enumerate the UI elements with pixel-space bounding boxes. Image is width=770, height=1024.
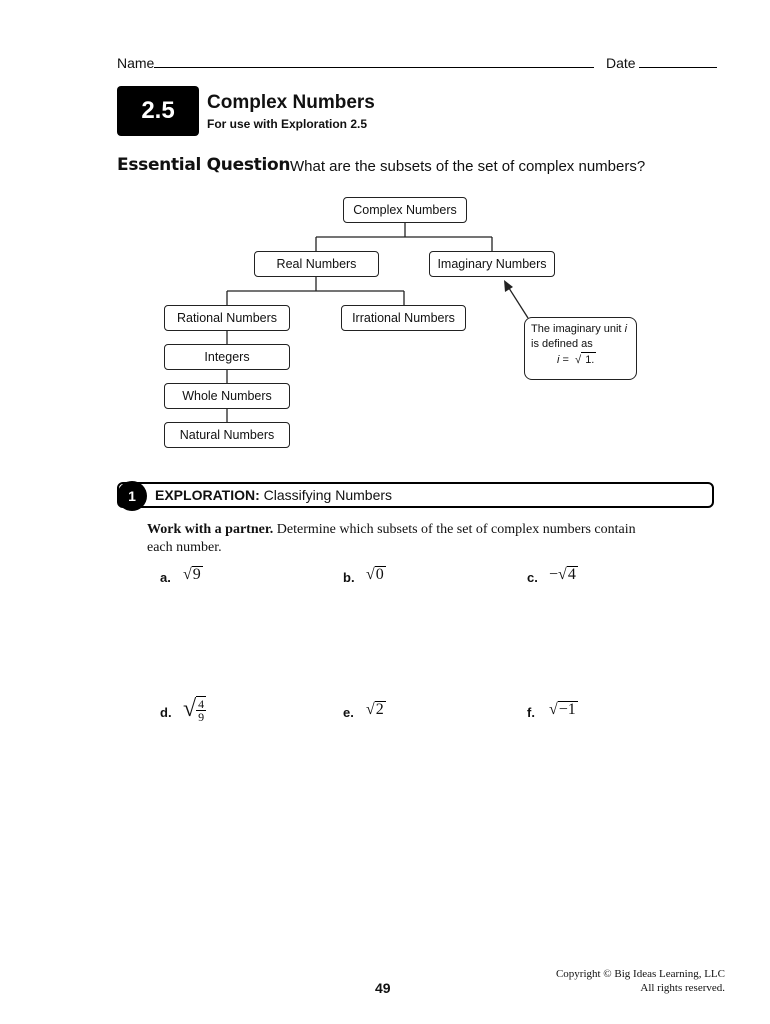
exploration-title: EXPLORATION: Classifying Numbers [155, 487, 393, 503]
sqrt-icon: √ [183, 696, 197, 722]
imaginary-unit-callout [524, 317, 637, 380]
part-b-label: b. [343, 570, 355, 585]
sqrt-icon: √ [558, 566, 567, 583]
part-b-expression: √0 [366, 566, 384, 583]
part-f-expression: √−1 [549, 701, 576, 718]
section-title: Complex Numbers [207, 92, 375, 113]
section-number-badge: 2.5 [117, 86, 199, 136]
part-d-expression: √ $\frac{4}{9}$ [183, 696, 205, 724]
page-number: 49 [375, 980, 391, 996]
node-whole-numbers: Whole Numbers [164, 383, 290, 409]
exploration-instructions: Work with a partner. Determine which subsets of the set of complex numbers contain each number. [147, 522, 636, 555]
part-a-label: a. [160, 570, 171, 585]
sqrt-icon: √ [575, 354, 582, 366]
part-e-expression: √2 [366, 701, 384, 718]
section-subtitle: For use with Exploration 2.5 [207, 117, 368, 131]
callout-arrow-line [507, 285, 528, 318]
node-complex-numbers: Complex Numbers [343, 197, 467, 223]
node-imaginary-numbers: Imaginary Numbers [429, 251, 555, 277]
essential-question-text: What are the subsets of the set of complex numbers? [290, 158, 646, 175]
node-integers: Integers [164, 344, 290, 370]
part-f-label: f. [527, 705, 535, 720]
exploration-number-badge: 1 [117, 481, 147, 511]
part-c-expression: −√4 [549, 566, 576, 583]
node-rational-numbers: Rational Numbers [164, 305, 290, 331]
copyright: Copyright © Big Ideas Learning, LLC All rights reserved. [555, 968, 725, 994]
node-irrational-numbers: Irrational Numbers [341, 305, 466, 331]
sqrt-icon: √ [549, 701, 558, 718]
node-real-numbers: Real Numbers [254, 251, 379, 277]
part-a-expression: √9 [183, 566, 201, 583]
sqrt-icon: √ [366, 566, 375, 583]
part-d-label: d. [160, 705, 172, 720]
date-label: Date [606, 55, 636, 71]
name-label: Name [117, 55, 155, 71]
callout-line-1: The imaginary unit i [531, 323, 628, 335]
callout-arrowhead [504, 280, 513, 292]
part-e-label: e. [343, 705, 354, 720]
part-c-label: c. [527, 570, 538, 585]
callout-formula: i = √ 1. [557, 354, 595, 366]
node-natural-numbers: Natural Numbers [164, 422, 290, 448]
sqrt-icon: √ [366, 701, 375, 718]
essential-question-label: Essential Question [117, 155, 291, 175]
sqrt-icon: √ [183, 566, 192, 583]
callout-line-2: is defined as [531, 338, 593, 350]
